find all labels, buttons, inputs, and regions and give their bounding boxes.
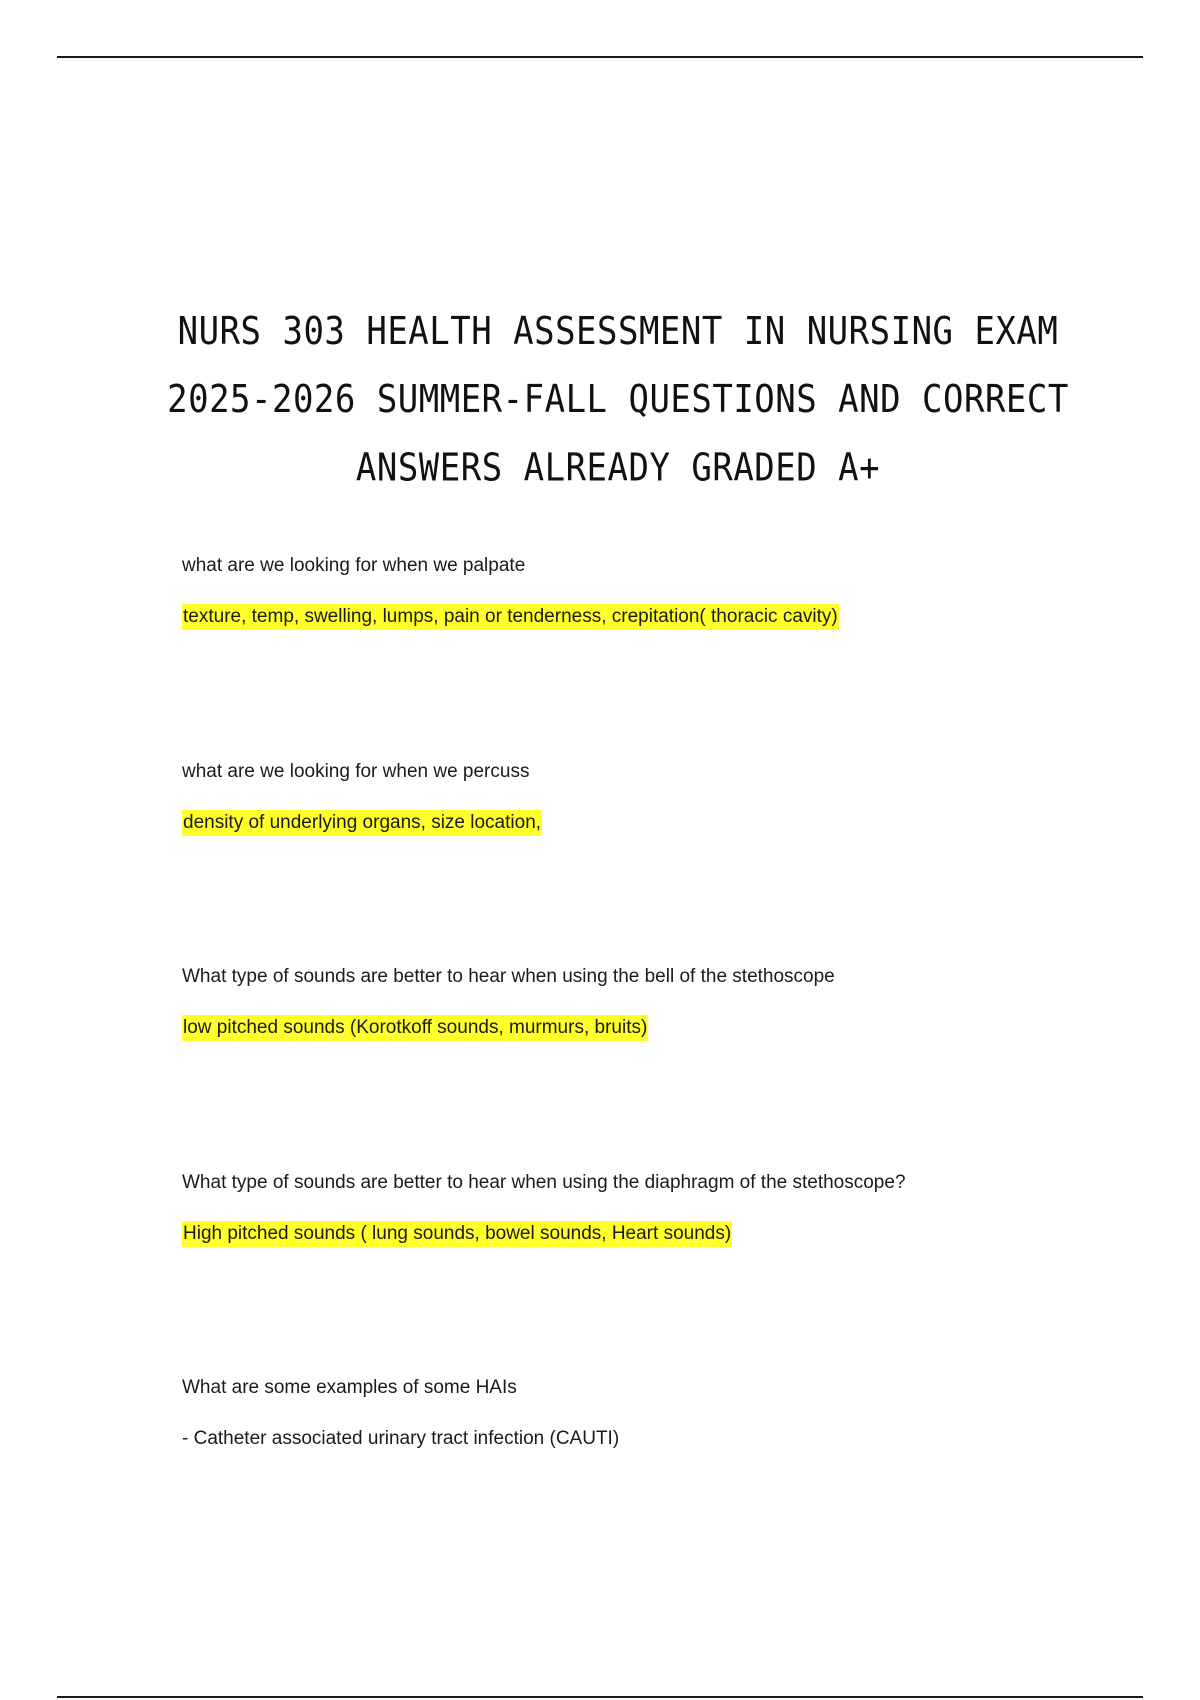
bottom-rule	[57, 1696, 1143, 1698]
qa-block-palpate	[182, 553, 1082, 630]
qa-block-hais	[182, 1375, 1082, 1452]
question-text: what are we looking for when we percuss	[182, 761, 530, 782]
qa-block-percuss	[182, 759, 1082, 836]
question-text: What are some examples of some HAIs	[182, 1377, 517, 1398]
answer-text-highlighted: High pitched sounds ( lung sounds, bowel sounds, Heart sounds)	[182, 1221, 732, 1247]
question-text: what are we looking for when we palpate	[182, 555, 526, 576]
answer-text: - Catheter associated urinary tract infection (CAUTI)	[182, 1428, 620, 1449]
title-line-1: NURS 303 HEALTH ASSESSMENT IN NURSING EXAM	[177, 309, 1059, 354]
question-text: What type of sounds are better to hear when using the diaphragm of the stethoscope?	[182, 1172, 906, 1193]
qa-block-diaphragm	[182, 1170, 1082, 1247]
question-text: What type of sounds are better to hear when using the bell of the stethoscope	[182, 966, 835, 987]
answer-text-highlighted: density of underlying organs, size location,	[182, 810, 542, 836]
answer-text-highlighted: low pitched sounds (Korotkoff sounds, murmurs, bruits)	[182, 1015, 648, 1041]
answer-text-highlighted: texture, temp, swelling, lumps, pain or tenderness, crepitation( thoracic cavity)	[182, 604, 839, 630]
qa-block-bell	[182, 964, 1082, 1041]
title-line-3: ANSWERS ALREADY GRADED A+	[355, 445, 881, 491]
document-title	[150, 298, 1086, 503]
top-rule	[57, 56, 1143, 58]
title-line-2: 2025-2026 SUMMER-FALL QUESTIONS AND CORRECT	[167, 377, 1069, 423]
